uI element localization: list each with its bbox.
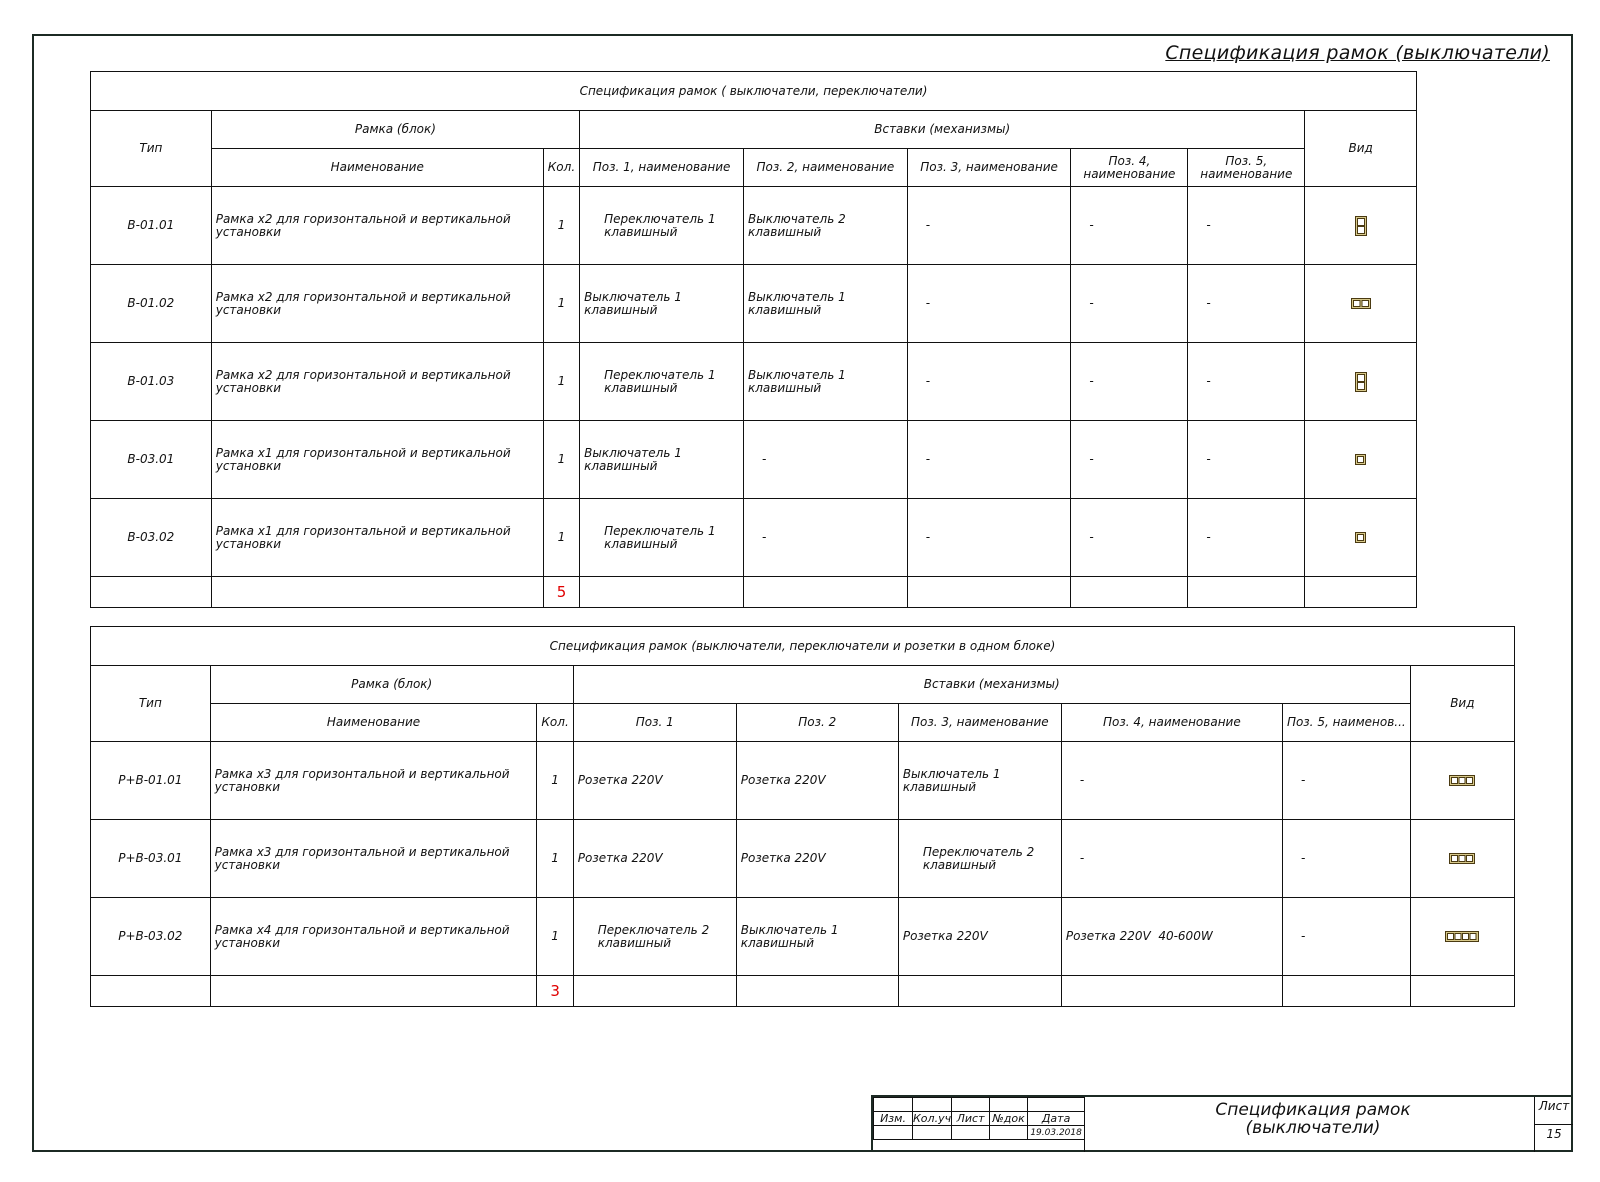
cell-pos3: Переключатель 2 клавишный bbox=[898, 820, 1061, 898]
header-pos1: Поз. 1, наименование bbox=[580, 149, 744, 187]
header-qty: Кол. bbox=[537, 704, 573, 742]
total-qty: 3 bbox=[537, 976, 573, 1007]
stamp-col-date: Дата bbox=[1028, 1112, 1085, 1126]
cell-pos1: Выключатель 1 клавишный bbox=[580, 265, 744, 343]
header-inserts: Вставки (механизмы) bbox=[573, 666, 1410, 704]
table-row bbox=[91, 421, 1417, 499]
cell-pos3: - bbox=[907, 421, 1071, 499]
header-frame: Рамка (блок) bbox=[211, 111, 579, 149]
cell-pos2: - bbox=[743, 421, 907, 499]
cell-qty: 1 bbox=[543, 343, 579, 421]
cell-type: В-03.01 bbox=[91, 421, 212, 499]
header-qty: Кол. bbox=[543, 149, 579, 187]
header-type: Тип bbox=[91, 111, 212, 187]
table-row bbox=[91, 820, 1515, 898]
cell-name: Рамка х2 для горизонтальной и вертикальной установки bbox=[211, 343, 543, 421]
cell-pos4: - bbox=[1061, 742, 1282, 820]
stamp-col-doc: №док bbox=[990, 1112, 1028, 1126]
header-name: Наименование bbox=[210, 704, 537, 742]
cell-pos1: Розетка 220V bbox=[573, 820, 736, 898]
cell-pos4: Розетка 220V 40-600W bbox=[1061, 898, 1282, 976]
cell-type: Р+В-03.02 bbox=[91, 898, 211, 976]
cell-pos2: - bbox=[743, 499, 907, 577]
cell-pos5: - bbox=[1282, 742, 1410, 820]
cell-pos1: Переключатель 1 клавишный bbox=[580, 499, 744, 577]
stamp-col-list: Лист bbox=[952, 1112, 990, 1126]
header-view: Вид bbox=[1410, 666, 1514, 742]
table-row bbox=[91, 265, 1417, 343]
spec-table-combined bbox=[90, 626, 1515, 1007]
total-row bbox=[91, 577, 1417, 608]
header-view: Вид bbox=[1305, 111, 1417, 187]
stamp-sheet-label: Лист bbox=[1538, 1099, 1570, 1113]
cell-pos3: Выключатель 1 клавишный bbox=[898, 742, 1061, 820]
stamp-col-kol: Кол.уч bbox=[913, 1112, 952, 1125]
header-pos3: Поз. 3, наименование bbox=[907, 149, 1071, 187]
header-frame: Рамка (блок) bbox=[210, 666, 573, 704]
header-pos5: Поз. 5, наименование bbox=[1188, 149, 1305, 187]
cell-pos4: - bbox=[1071, 265, 1188, 343]
cell-name: Рамка х1 для горизонтальной и вертикальной установки bbox=[211, 499, 543, 577]
table-row bbox=[91, 742, 1515, 820]
frame-x3-horizontal-icon bbox=[1449, 775, 1475, 786]
header-pos1: Поз. 1 bbox=[573, 704, 736, 742]
cell-name: Рамка х4 для горизонтальной и вертикальной установки bbox=[210, 898, 537, 976]
cell-pos4: - bbox=[1071, 421, 1188, 499]
cell-view bbox=[1410, 898, 1514, 976]
cell-pos4: - bbox=[1061, 820, 1282, 898]
sheet-title: Спецификация рамок (выключатели) bbox=[1165, 42, 1550, 64]
cell-type: В-03.02 bbox=[91, 499, 212, 577]
stamp-sheet-number: 15 bbox=[1535, 1124, 1573, 1141]
cell-pos2: Выключатель 1 клавишный bbox=[736, 898, 898, 976]
cell-view bbox=[1305, 343, 1417, 421]
cell-pos5: - bbox=[1188, 499, 1305, 577]
cell-pos5: - bbox=[1188, 343, 1305, 421]
stamp-col-izm: Изм. bbox=[874, 1112, 913, 1126]
cell-pos4: - bbox=[1071, 343, 1188, 421]
cell-view bbox=[1410, 820, 1514, 898]
cell-qty: 1 bbox=[537, 820, 573, 898]
frame-x2-vertical-icon bbox=[1355, 216, 1367, 236]
frame-x3-horizontal-icon bbox=[1449, 853, 1475, 864]
cell-type: В-01.01 bbox=[91, 187, 212, 265]
stamp-title: Спецификация рамок (выключатели) bbox=[1215, 1100, 1411, 1138]
table-row bbox=[91, 343, 1417, 421]
header-pos2: Поз. 2, наименование bbox=[743, 149, 907, 187]
table-title: Спецификация рамок (выключатели, переключатели и розетки в одном блоке) bbox=[91, 627, 1515, 666]
cell-qty: 1 bbox=[543, 499, 579, 577]
frame-x1-icon bbox=[1355, 532, 1366, 543]
cell-type: Р+В-01.01 bbox=[91, 742, 211, 820]
cell-pos5: - bbox=[1282, 898, 1410, 976]
stamp-date: 19.03.2018 bbox=[1028, 1126, 1085, 1140]
cell-qty: 1 bbox=[543, 421, 579, 499]
cell-name: Рамка х1 для горизонтальной и вертикальной установки bbox=[211, 421, 543, 499]
cell-qty: 1 bbox=[537, 898, 573, 976]
cell-pos4: - bbox=[1071, 187, 1188, 265]
table-row bbox=[91, 898, 1515, 976]
frame-x2-vertical-icon bbox=[1355, 372, 1367, 392]
table-title: Спецификация рамок ( выключатели, переключатели) bbox=[91, 72, 1417, 111]
cell-pos2: Выключатель 2 клавишный bbox=[743, 187, 907, 265]
table-row bbox=[91, 499, 1417, 577]
cell-view bbox=[1410, 742, 1514, 820]
cell-qty: 1 bbox=[543, 265, 579, 343]
cell-name: Рамка х2 для горизонтальной и вертикальной установки bbox=[211, 187, 543, 265]
cell-name: Рамка х3 для горизонтальной и вертикальной установки bbox=[210, 742, 537, 820]
cell-qty: 1 bbox=[543, 187, 579, 265]
cell-pos3: - bbox=[907, 343, 1071, 421]
cell-view bbox=[1305, 265, 1417, 343]
revision-table bbox=[873, 1097, 1086, 1140]
header-pos3: Поз. 3, наименование bbox=[898, 704, 1061, 742]
cell-type: Р+В-03.01 bbox=[91, 820, 211, 898]
cell-pos5: - bbox=[1282, 820, 1410, 898]
cell-pos5: - bbox=[1188, 265, 1305, 343]
cell-pos1: Розетка 220V bbox=[573, 742, 736, 820]
cell-pos1: Переключатель 1 клавишный bbox=[580, 187, 744, 265]
cell-pos3: - bbox=[907, 187, 1071, 265]
cell-pos2: Выключатель 1 клавишный bbox=[743, 265, 907, 343]
title-block bbox=[871, 1095, 1573, 1152]
cell-pos1: Переключатель 1 клавишный bbox=[580, 343, 744, 421]
cell-pos3: Розетка 220V bbox=[898, 898, 1061, 976]
cell-pos3: - bbox=[907, 499, 1071, 577]
cell-pos1: Переключатель 2 клавишный bbox=[573, 898, 736, 976]
cell-qty: 1 bbox=[537, 742, 573, 820]
header-pos4: Поз. 4, наименование bbox=[1071, 149, 1188, 187]
frame-x1-icon bbox=[1355, 454, 1366, 465]
cell-type: В-01.02 bbox=[91, 265, 212, 343]
header-pos5: Поз. 5, наименов... bbox=[1282, 704, 1410, 742]
total-qty: 5 bbox=[543, 577, 579, 608]
cell-pos2: Розетка 220V bbox=[736, 820, 898, 898]
stamp-sheet-box bbox=[1534, 1097, 1573, 1152]
header-pos2: Поз. 2 bbox=[736, 704, 898, 742]
header-name: Наименование bbox=[211, 149, 543, 187]
table-row bbox=[91, 187, 1417, 265]
header-pos4: Поз. 4, наименование bbox=[1061, 704, 1282, 742]
cell-pos4: - bbox=[1071, 499, 1188, 577]
cell-view bbox=[1305, 187, 1417, 265]
cell-pos2: Выключатель 1 клавишный bbox=[743, 343, 907, 421]
cell-pos2: Розетка 220V bbox=[736, 742, 898, 820]
cell-name: Рамка х2 для горизонтальной и вертикальной установки bbox=[211, 265, 543, 343]
total-row bbox=[91, 976, 1515, 1007]
spec-table-switches bbox=[90, 71, 1417, 608]
cell-name: Рамка х3 для горизонтальной и вертикальной установки bbox=[210, 820, 537, 898]
frame-x2-horizontal-icon bbox=[1351, 298, 1371, 309]
header-inserts: Вставки (механизмы) bbox=[580, 111, 1305, 149]
cell-pos3: - bbox=[907, 265, 1071, 343]
cell-type: В-01.03 bbox=[91, 343, 212, 421]
header-type: Тип bbox=[91, 666, 211, 742]
cell-pos5: - bbox=[1188, 187, 1305, 265]
cell-view bbox=[1305, 499, 1417, 577]
cell-pos5: - bbox=[1188, 421, 1305, 499]
cell-view bbox=[1305, 421, 1417, 499]
cell-pos1: Выключатель 1 клавишный bbox=[580, 421, 744, 499]
frame-x4-horizontal-icon bbox=[1445, 931, 1479, 942]
